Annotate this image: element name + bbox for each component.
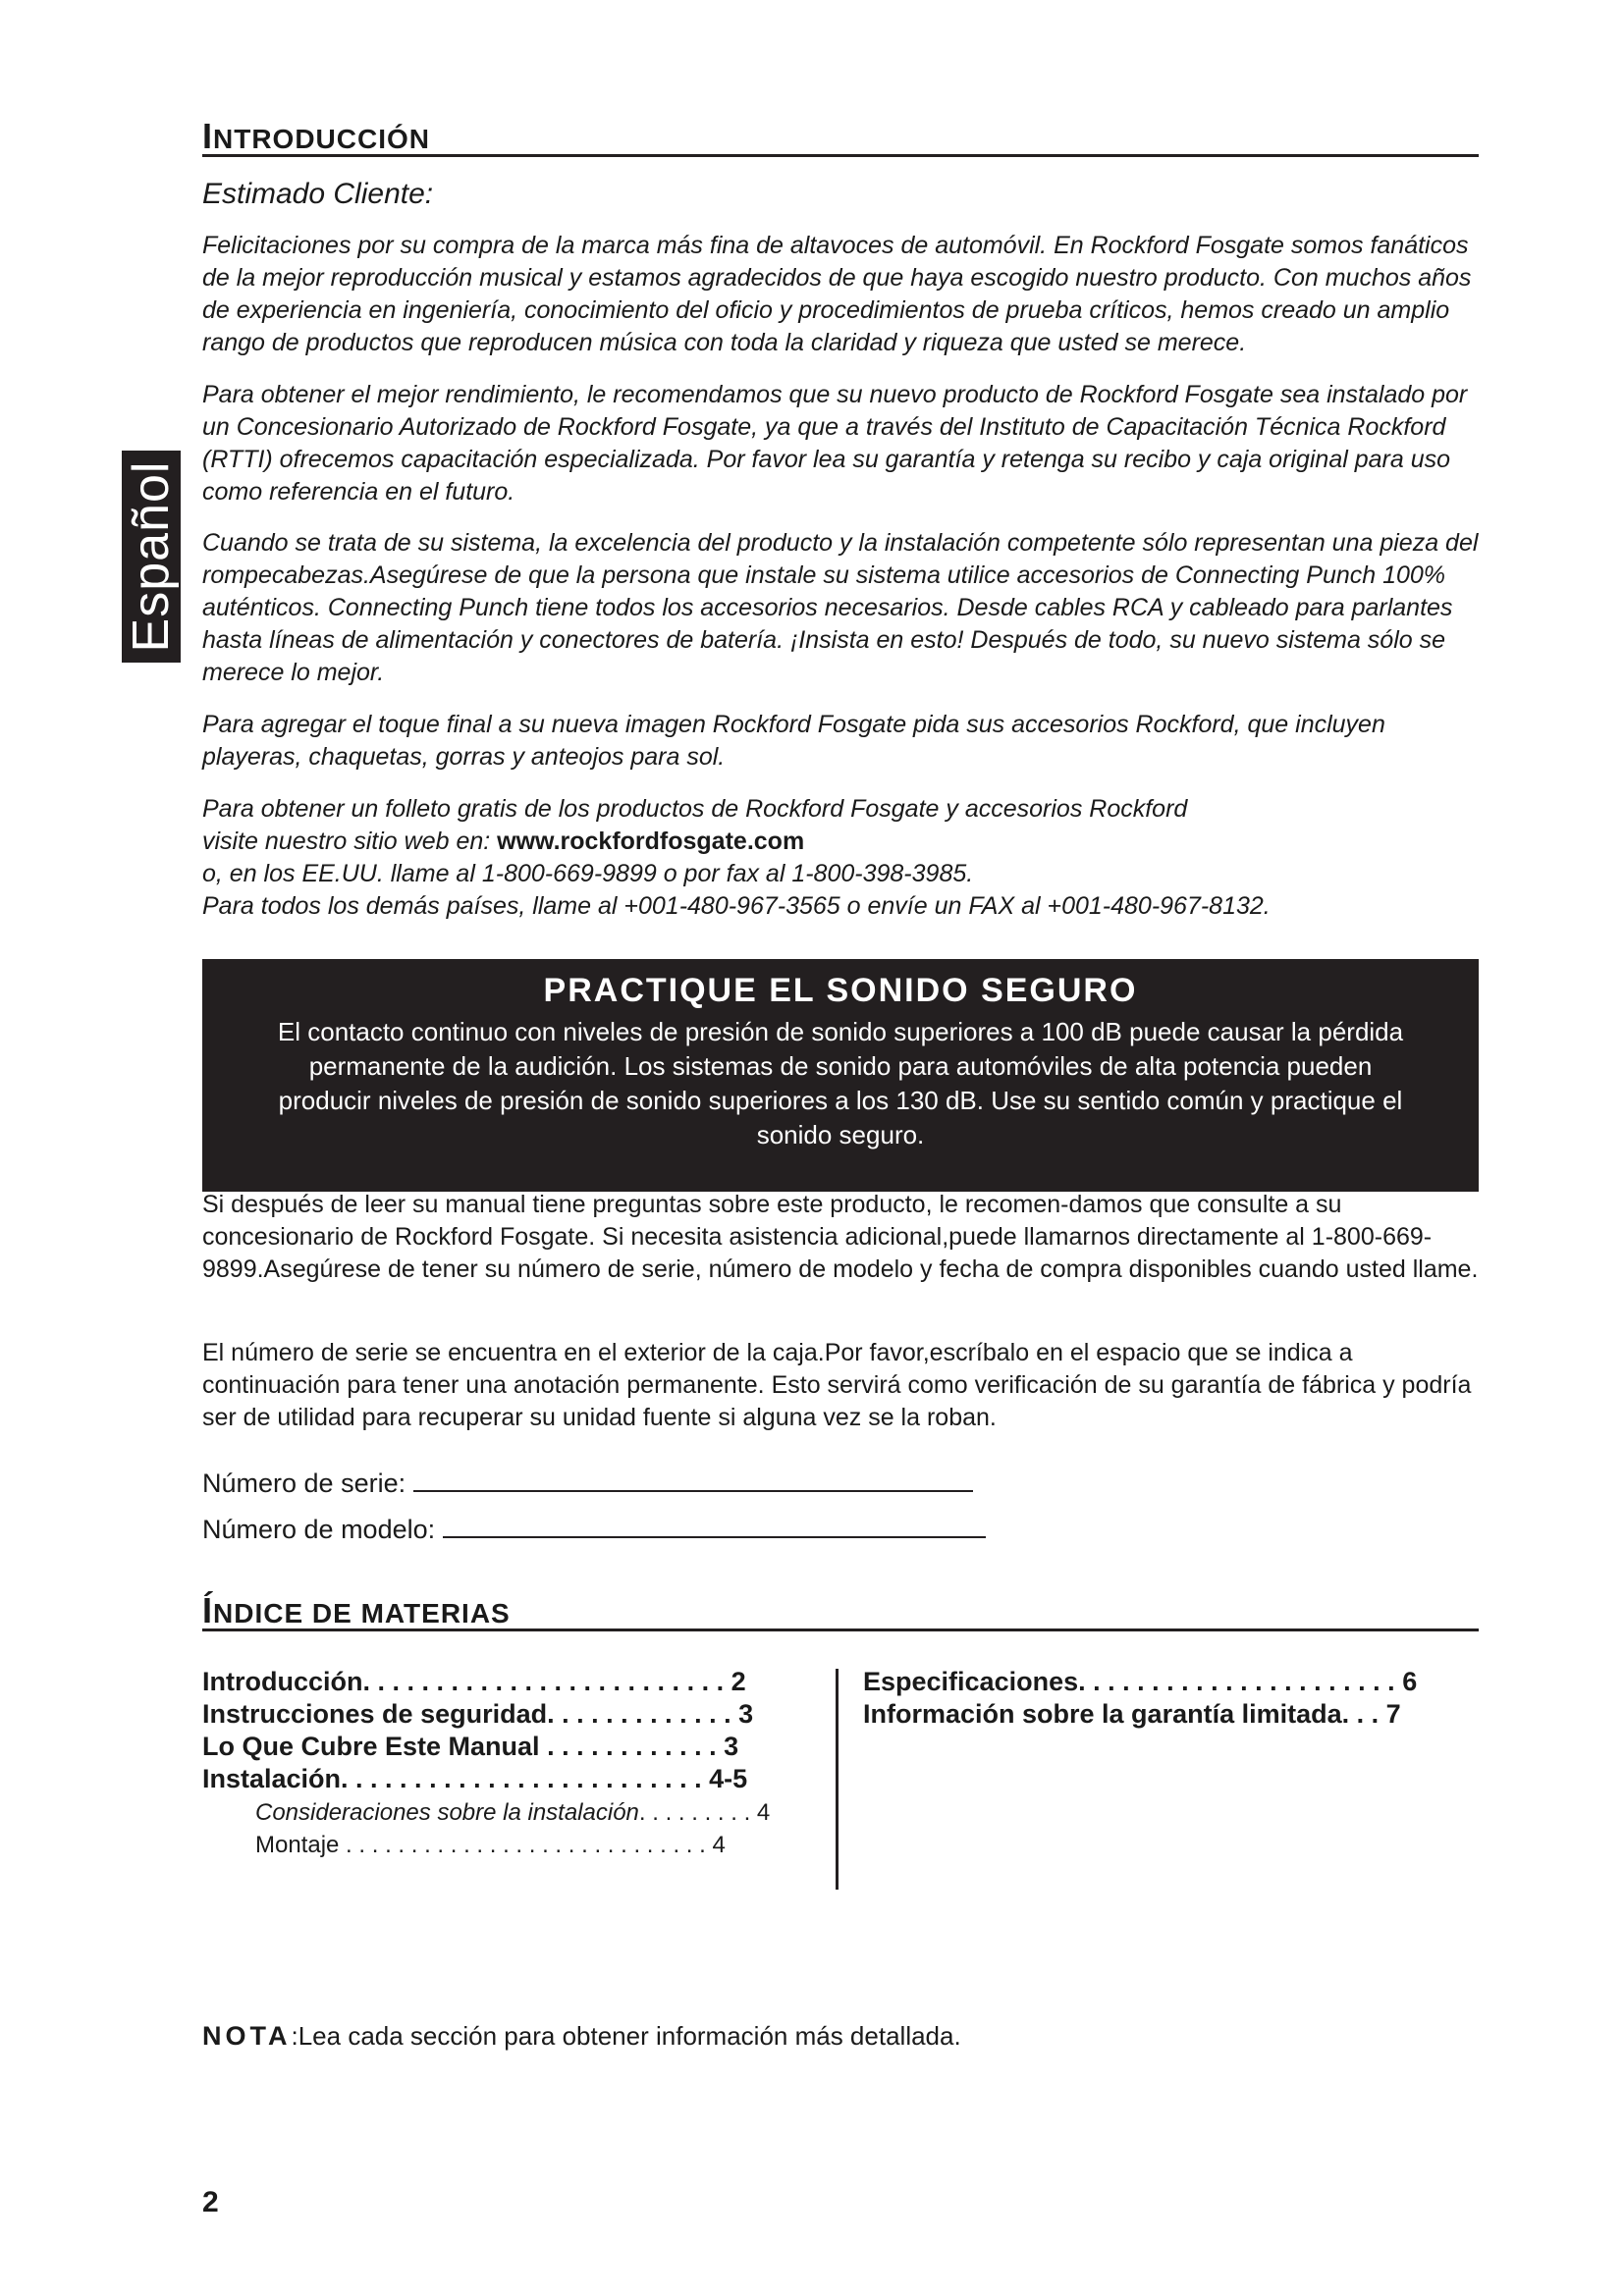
toc-dots: . . . . . . . . . . . . [539, 1732, 717, 1761]
serial-number-line[interactable] [413, 1467, 973, 1492]
toc-label: Lo Que Cubre Este Manual [202, 1732, 540, 1761]
serial-number-label: Número de serie: [202, 1468, 406, 1498]
toc-page: 4 [756, 1799, 771, 1826]
intro-paragraph-4: Para agregar el toque final a su nueva imagen Rockford Fosgate pida sus accesorios Rockford, que incluyen playeras, chaquetas, gorras y anteojos para sol. [202, 711, 1385, 771]
language-tab [122, 451, 181, 663]
intro-paragraph-3: Cuando se trata de su sistema, la excelencia del producto y la instalación competente sólo representan una pieza del rompecabezas.Asegúrese de que la persona que instale su sistema utilice accesorios de Connecting Punch 100% auténticos. Connecting Punch tiene todos los accesorios necesarios. Desde cables RCA y cableado para parlantes hasta líneas de alimentación y conectores de batería. ¡Insista en esto! Después de todo, su nuevo sistema sólo se merece lo mejor. [202, 529, 1479, 686]
index-rule [202, 1629, 1479, 1631]
model-number-field [202, 1513, 986, 1545]
page-number: 2 [202, 2186, 219, 2218]
support-paragraph: Si después de leer su manual tiene preguntas sobre este producto, le recomen-damos que consulte a su concesionario de Rockford Fosgate. Si necesita asistencia adicional,puede llamarnos directamente al 1-800-669-9899.Asegúrese de tener su número de serie, número de modelo y fecha de compra disponibles cuando usted llame. [202, 1191, 1479, 1283]
toc-dots: . . . . . . . . . . . . . [547, 1699, 731, 1729]
toc-item[interactable] [202, 1763, 747, 1795]
note [202, 2021, 961, 2052]
toc-dots: . . . . . . . . . . . . . . . . . . . . . . . . . [341, 1764, 702, 1793]
toc-divider [836, 1669, 839, 1890]
toc-subitem[interactable] [255, 1797, 770, 1829]
safe-sound-warning-box [202, 959, 1479, 1192]
note-label: NOTA [202, 2021, 292, 2051]
toc-page: 4-5 [709, 1764, 748, 1793]
toc-label: Montaje [255, 1832, 340, 1858]
toc-label: Consideraciones sobre la instalación [255, 1799, 639, 1826]
toc-page: 3 [724, 1732, 739, 1761]
toc-page: 7 [1385, 1699, 1401, 1729]
intro-paragraph-2: Para obtener el mejor rendimiento, le recomendamos que su nuevo producto de Rockford Fosgate sea instalado por un Concesionario Autorizado de Rockford Fosgate, ya que a través del Instituto de Capacitación Técnica Rockford (RTTI) ofrecemos capacitación especializada. Por favor lea su garantía y retenga su recibo y caja original para uso como referencia en el futuro. [202, 381, 1468, 506]
toc-item[interactable] [202, 1731, 738, 1763]
toc-item[interactable] [863, 1666, 1417, 1698]
contact-line-1: Para obtener un folleto gratis de los productos de Rockford Fosgate y accesorios Rockford [202, 795, 1188, 823]
toc-label: Información sobre la garantía limitada [863, 1699, 1342, 1729]
contact-line-2 [202, 826, 1479, 858]
note-text: :Lea cada sección para obtener información más detallada. [291, 2021, 961, 2051]
index-heading-initial: Í [202, 1590, 214, 1630]
intro-paragraph-5 [202, 793, 1479, 923]
toc-label: Instalación [202, 1764, 342, 1793]
toc-dots: . . . . . . . . . [638, 1799, 751, 1826]
website-prefix: visite nuestro sitio web en: [202, 828, 498, 855]
intro-paragraph-1: Felicitaciones por su compra de la marca más fina de altavoces de automóvil. En Rockford Fosgate somos fanáticos de la mejor reproducción musical y estamos agradecidos de que haya escogido nuestro producto. Con muchos años de experiencia en ingeniería, conocimiento del oficio y procedimientos de prueba críticos, hemos creado un amplio rango de productos que reproducen música con toda la claridad y riqueza que usted se merece. [202, 232, 1472, 356]
model-number-line[interactable] [443, 1513, 986, 1538]
toc-dots: . . . [1341, 1699, 1380, 1729]
toc-label: Introducción [202, 1667, 363, 1696]
toc-dots: . . . . . . . . . . . . . . . . . . . . . . . . . . . . [339, 1832, 706, 1858]
index-heading [202, 1590, 511, 1631]
toc-dots: . . . . . . . . . . . . . . . . . . . . . . [1078, 1667, 1395, 1696]
toc-page: 4 [712, 1832, 726, 1858]
toc-label: Especificaciones [863, 1667, 1079, 1696]
toc-dots: . . . . . . . . . . . . . . . . . . . . . . . . . [362, 1667, 725, 1696]
serial-number-field [202, 1467, 973, 1499]
introduction-rule [202, 154, 1479, 157]
greeting: Estimado Cliente: [202, 178, 434, 210]
toc-page: 6 [1402, 1667, 1418, 1696]
toc-page: 3 [738, 1699, 754, 1729]
introduction-heading-initial: I [202, 116, 214, 156]
introduction-heading [202, 116, 430, 157]
warning-title: PRACTIQUE EL SONIDO SEGURO [543, 972, 1138, 1009]
serial-paragraph: El número de serie se encuentra en el exterior de la caja.Por favor,escríbalo en el espacio que se indica a continuación para tener una anotación permanente. Esto servirá como verificación de su garantía de fábrica y podría ser de utilidad para recuperar su unidad fuente si alguna vez se la roban. [202, 1339, 1472, 1431]
contact-line-3: o, en los EE.UU. llame al 1-800-669-9899 o por fax al 1-800-398-3985. [202, 860, 974, 887]
toc-item[interactable] [202, 1698, 753, 1731]
introduction-heading-rest: NTRODUCCIÓN [213, 124, 431, 154]
warning-body: El contacto continuo con niveles de presión de sonido superiores a 100 dB puede causar la pérdida permanente de la audición. Los sistemas de sonido para automóviles de alta potencia pueden producir niveles de presión de sonido superiores a los 130 dB. Use su sentido común y practique el sonido seguro. [277, 1017, 1404, 1149]
website-link[interactable]: www.rockfordfosgate.com [497, 828, 805, 855]
toc-item[interactable] [863, 1698, 1401, 1731]
contact-line-4: Para todos los demás países, llame al +001-480-967-3565 o envíe un FAX al +001-480-967-8132. [202, 892, 1271, 920]
model-number-label: Número de modelo: [202, 1515, 436, 1544]
toc-subitem[interactable] [255, 1830, 726, 1861]
language-tab-label: Español [123, 460, 180, 653]
toc-label: Instrucciones de seguridad [202, 1699, 548, 1729]
index-heading-rest: NDICE DE MATERIAS [213, 1598, 511, 1629]
toc-item[interactable] [202, 1666, 746, 1698]
toc-page: 2 [731, 1667, 746, 1696]
